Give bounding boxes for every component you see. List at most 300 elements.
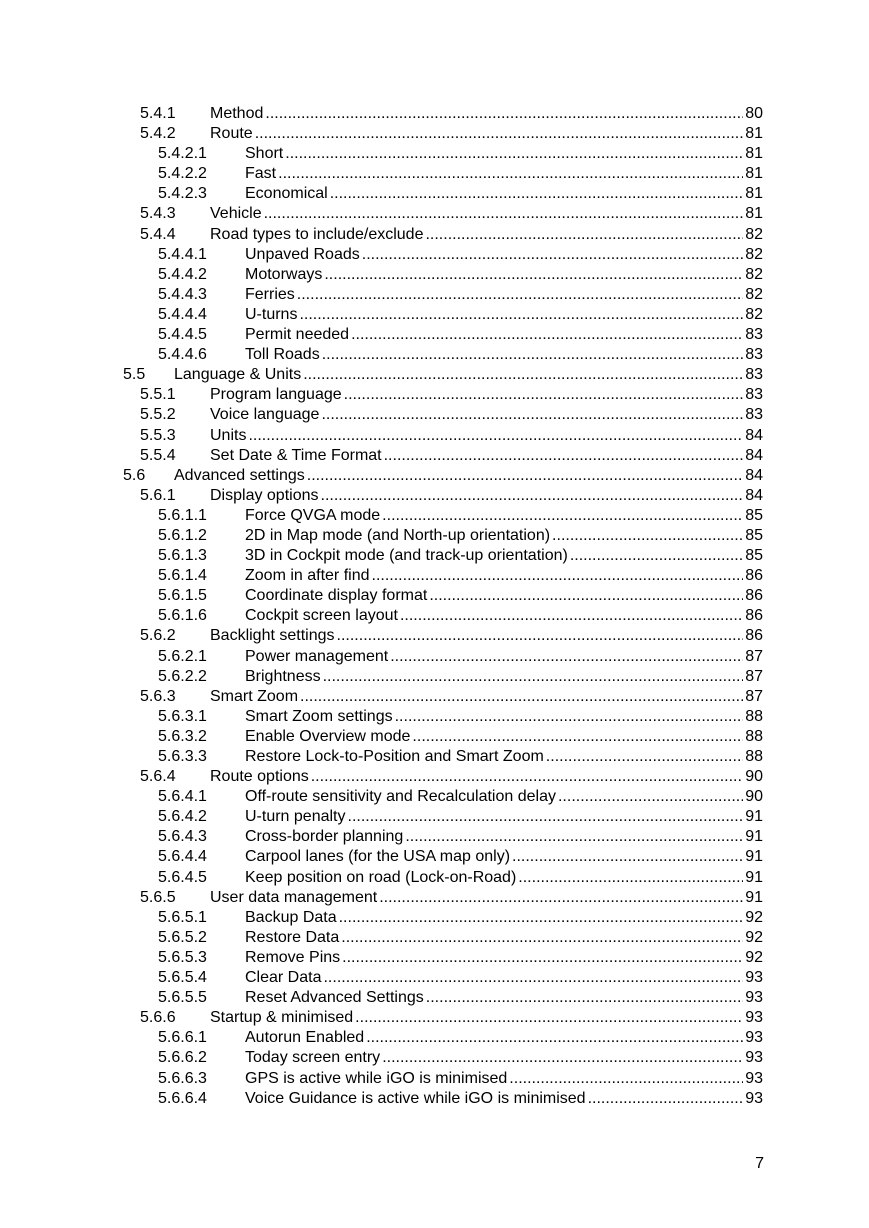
toc-entry-title[interactable]: Autorun Enabled xyxy=(245,1029,365,1047)
toc-entry-page[interactable]: 80 xyxy=(745,105,763,122)
dot-leader xyxy=(558,787,743,807)
toc-entry-line xyxy=(245,305,763,325)
toc-entry-number: 5.4.4.3 xyxy=(158,285,207,303)
toc-entry-page[interactable]: 82 xyxy=(745,245,763,263)
toc-entry-number: 5.4.2.2 xyxy=(158,165,207,183)
toc-entry-title[interactable]: Keep position on road (Lock-on-Road) xyxy=(245,868,517,886)
toc-entry-line xyxy=(210,626,763,646)
toc-entry-number: 5.4.2.1 xyxy=(158,145,207,163)
toc-entry[interactable] xyxy=(0,325,869,345)
dot-leader xyxy=(588,1089,744,1109)
toc-entry[interactable] xyxy=(0,546,869,566)
toc-entry-title[interactable]: Unpaved Roads xyxy=(245,245,360,263)
toc-entry-number: 5.4.4.5 xyxy=(158,326,207,344)
toc-entry-page[interactable]: 91 xyxy=(745,828,763,846)
toc-entry-title[interactable]: Route xyxy=(210,125,253,143)
toc-entry[interactable] xyxy=(0,285,869,305)
toc-entry[interactable] xyxy=(0,928,869,948)
toc-entry-page[interactable]: 88 xyxy=(745,727,763,745)
toc-entry-line xyxy=(245,245,763,265)
dot-leader xyxy=(255,124,744,144)
toc-entry-title[interactable]: Brightness xyxy=(245,667,321,685)
toc-entry-title[interactable]: Program language xyxy=(210,386,342,404)
toc-entry-page[interactable]: 93 xyxy=(745,1089,763,1107)
toc-entry-page[interactable]: 90 xyxy=(745,768,763,786)
toc-entry-title[interactable]: Carpool lanes (for the USA map only) xyxy=(245,848,511,866)
toc-entry-page[interactable]: 87 xyxy=(745,647,763,665)
toc-entry-page[interactable]: 90 xyxy=(745,788,763,806)
toc-entry-line xyxy=(245,827,763,847)
toc-entry[interactable] xyxy=(0,446,869,466)
dot-leader xyxy=(379,888,743,908)
toc-entry-title[interactable]: Reset Advanced Settings xyxy=(245,989,424,1007)
toc-entry-page[interactable]: 91 xyxy=(745,888,763,906)
toc-entry-page[interactable]: 82 xyxy=(745,225,763,243)
toc-entry-title[interactable]: Startup & minimised xyxy=(210,1009,354,1027)
toc-entry-title[interactable]: Force QVGA mode xyxy=(245,506,381,524)
toc-entry-title[interactable]: Display options xyxy=(210,486,319,504)
toc-entry-page[interactable]: 83 xyxy=(745,346,763,364)
toc-entry[interactable] xyxy=(0,486,869,506)
dot-leader xyxy=(324,265,743,285)
toc-entry-number: 5.4.4.2 xyxy=(158,265,207,283)
toc-entry[interactable] xyxy=(0,225,869,245)
dot-leader xyxy=(300,687,743,707)
toc-entry[interactable] xyxy=(0,1008,869,1028)
toc-entry-line xyxy=(245,747,763,767)
toc-entry-number: 5.5.4 xyxy=(140,446,176,464)
dot-leader xyxy=(339,908,744,928)
toc-entry-title[interactable]: Off-route sensitivity and Recalculation delay xyxy=(245,788,556,806)
toc-entry[interactable] xyxy=(0,747,869,767)
toc-entry-number: 5.6.1 xyxy=(140,486,176,504)
toc-entry-line xyxy=(210,225,763,245)
toc-entry[interactable] xyxy=(0,727,869,747)
toc-entry-number: 5.5 xyxy=(123,366,146,384)
dot-leader xyxy=(341,928,743,948)
toc-entry-page[interactable]: 81 xyxy=(745,145,763,163)
toc-entry-line xyxy=(245,1089,763,1109)
toc-entry-page[interactable]: 91 xyxy=(745,808,763,826)
toc-entry-line xyxy=(245,908,763,928)
toc-entry[interactable] xyxy=(0,988,869,1008)
dot-leader xyxy=(412,727,743,747)
toc-entry-page[interactable]: 92 xyxy=(745,908,763,926)
toc-entry-page[interactable]: 85 xyxy=(745,506,763,524)
toc-entry-page[interactable]: 85 xyxy=(745,526,763,544)
toc-entry-number: 5.6.5.2 xyxy=(158,928,207,946)
toc-entry[interactable] xyxy=(0,405,869,425)
dot-leader xyxy=(355,1008,743,1028)
toc-entry-title[interactable]: Economical xyxy=(245,185,328,203)
toc-entry-line xyxy=(245,566,763,586)
dot-leader xyxy=(278,164,743,184)
toc-entry[interactable] xyxy=(0,1069,869,1089)
toc-entry-page[interactable]: 91 xyxy=(745,868,763,886)
dot-leader xyxy=(321,486,744,506)
toc-entry-number: 5.6.3.3 xyxy=(158,748,207,765)
toc-entry-title[interactable]: U-turn penalty xyxy=(245,808,346,826)
toc-entry-title[interactable]: U-turns xyxy=(245,305,298,323)
dot-leader xyxy=(265,104,743,124)
toc-entry-title[interactable]: Remove Pins xyxy=(245,948,341,966)
toc-entry-number: 5.5.3 xyxy=(140,426,176,444)
dot-leader xyxy=(322,345,744,365)
dot-leader xyxy=(512,847,743,867)
toc-entry-page[interactable]: 93 xyxy=(745,1009,763,1027)
toc-entry[interactable] xyxy=(0,466,869,486)
dot-leader xyxy=(426,988,743,1008)
toc-entry-title[interactable]: 2D in Map mode (and North-up orientation) xyxy=(245,526,551,544)
dot-leader xyxy=(323,968,743,988)
toc-entry-number: 5.6.6.1 xyxy=(158,1029,207,1047)
toc-entry-title[interactable]: Road types to include/exclude xyxy=(210,225,424,243)
toc-entry-line xyxy=(245,807,763,827)
toc-entry[interactable] xyxy=(0,164,869,184)
toc-entry-number: 5.6.1.1 xyxy=(158,506,207,524)
toc-entry-number: 5.6.3.1 xyxy=(158,707,207,725)
toc-entry-page[interactable]: 83 xyxy=(745,366,763,384)
toc-entry-page[interactable]: 81 xyxy=(745,185,763,203)
toc-entry[interactable] xyxy=(0,1028,869,1048)
toc-entry[interactable] xyxy=(0,305,869,325)
toc-entry-title[interactable]: Voice Guidance is active while iGO is minimised xyxy=(245,1089,586,1107)
dot-leader xyxy=(351,325,743,345)
toc-entry-title[interactable]: Cross-border planning xyxy=(245,828,404,846)
toc-entry-page[interactable]: 92 xyxy=(745,948,763,966)
toc-entry-line xyxy=(245,526,763,546)
toc-entry-page[interactable]: 87 xyxy=(745,667,763,685)
toc-entry[interactable] xyxy=(0,426,869,446)
toc-entry[interactable] xyxy=(0,1048,869,1068)
dot-leader xyxy=(546,747,743,767)
toc-entry-page[interactable]: 83 xyxy=(745,326,763,344)
dot-leader xyxy=(390,647,743,667)
toc-entry-number: 5.6.1.2 xyxy=(158,526,207,544)
dot-leader xyxy=(337,626,744,646)
toc-entry[interactable] xyxy=(0,787,869,807)
toc-entry-line xyxy=(245,948,763,968)
toc-entry[interactable] xyxy=(0,526,869,546)
toc-entry-title[interactable]: Fast xyxy=(245,165,277,183)
toc-entry-page[interactable]: 92 xyxy=(745,928,763,946)
dot-leader xyxy=(366,1028,743,1048)
toc-entry-number: 5.4.4 xyxy=(140,225,176,243)
toc-entry[interactable] xyxy=(0,104,869,124)
dot-leader xyxy=(264,204,744,224)
toc-entry[interactable] xyxy=(0,868,869,888)
toc-entry-number: 5.6.2 xyxy=(140,627,176,645)
toc-entry-line xyxy=(210,124,763,144)
toc-entry[interactable] xyxy=(0,847,869,867)
dot-leader xyxy=(323,667,744,687)
toc-entry-line xyxy=(245,988,763,1008)
toc-entry-line xyxy=(245,707,763,727)
dot-leader xyxy=(518,868,743,888)
toc-entry-page[interactable]: 86 xyxy=(745,587,763,605)
toc-entry[interactable] xyxy=(0,968,869,988)
dot-leader xyxy=(330,184,744,204)
toc-entry-title[interactable]: Zoom in after find xyxy=(245,567,370,585)
toc-entry-line xyxy=(245,325,763,345)
toc-entry-page[interactable]: 82 xyxy=(745,285,763,303)
dot-leader xyxy=(297,285,743,305)
toc-entry-number: 5.6.4 xyxy=(140,768,176,786)
toc-entry[interactable] xyxy=(0,908,869,928)
toc-entry-title[interactable]: Enable Overview mode xyxy=(245,727,411,745)
toc-entry[interactable] xyxy=(0,888,869,908)
toc-entry-number: 5.6.6.3 xyxy=(158,1069,207,1087)
table-of-contents xyxy=(0,104,869,1109)
toc-entry[interactable] xyxy=(0,626,869,646)
toc-entry-title[interactable]: Motorways xyxy=(245,265,323,283)
toc-entry[interactable] xyxy=(0,586,869,606)
toc-entry-line xyxy=(245,787,763,807)
dot-leader xyxy=(307,466,743,486)
toc-entry-line xyxy=(210,687,763,707)
toc-entry-line xyxy=(245,847,763,867)
toc-entry[interactable] xyxy=(0,807,869,827)
toc-entry-title[interactable]: Smart Zoom xyxy=(210,687,299,705)
toc-entry-number: 5.6.5.4 xyxy=(158,969,207,987)
dot-leader xyxy=(552,526,743,546)
toc-entry[interactable] xyxy=(0,345,869,365)
toc-entry-page[interactable]: 86 xyxy=(745,567,763,585)
toc-entry-line xyxy=(245,144,763,164)
toc-entry-number: 5.6.1.6 xyxy=(158,607,207,625)
dot-leader xyxy=(321,405,743,425)
toc-entry-page[interactable]: 84 xyxy=(745,446,763,464)
toc-entry-number: 5.6.1.3 xyxy=(158,547,207,565)
toc-entry-title[interactable]: GPS is active while iGO is minimised xyxy=(245,1069,508,1087)
toc-entry-page[interactable]: 93 xyxy=(745,1029,763,1047)
toc-entry-page[interactable]: 84 xyxy=(745,466,763,484)
toc-entry-page[interactable]: 81 xyxy=(745,205,763,223)
toc-entry-line xyxy=(210,1008,763,1028)
dot-leader xyxy=(285,144,743,164)
toc-entry-title[interactable]: Voice language xyxy=(210,406,320,424)
toc-entry-number: 5.6.1.5 xyxy=(158,587,207,605)
toc-entry-page[interactable]: 85 xyxy=(745,547,763,565)
toc-entry-page[interactable]: 83 xyxy=(745,406,763,424)
dot-leader xyxy=(342,948,743,968)
toc-entry-page[interactable]: 88 xyxy=(745,748,763,765)
toc-entry-line xyxy=(174,365,763,385)
toc-entry-page[interactable]: 93 xyxy=(745,969,763,987)
toc-entry[interactable] xyxy=(0,566,869,586)
toc-entry-line xyxy=(245,184,763,204)
toc-entry-title[interactable]: Cockpit screen layout xyxy=(245,607,398,625)
toc-entry-line xyxy=(210,426,763,446)
dot-leader xyxy=(395,707,744,727)
toc-entry-page[interactable]: 81 xyxy=(745,165,763,183)
toc-entry-line xyxy=(245,164,763,184)
toc-entry[interactable] xyxy=(0,606,869,626)
toc-entry-title[interactable]: Backup Data xyxy=(245,908,337,926)
toc-entry[interactable] xyxy=(0,506,869,526)
toc-entry-title[interactable]: Power management xyxy=(245,647,389,665)
toc-entry-number: 5.4.3 xyxy=(140,205,176,223)
toc-entry-title[interactable]: 3D in Cockpit mode (and track-up orientation) xyxy=(245,547,568,565)
toc-entry-number: 5.4.4.6 xyxy=(158,346,207,364)
toc-entry[interactable] xyxy=(0,687,869,707)
dot-leader xyxy=(570,546,743,566)
toc-entry-line xyxy=(210,385,763,405)
toc-entry-title[interactable]: Language & Units xyxy=(174,366,302,384)
toc-entry-title[interactable]: Route options xyxy=(210,768,309,786)
toc-entry-number: 5.6.3 xyxy=(140,687,176,705)
toc-entry-number: 5.6.4.1 xyxy=(158,788,207,806)
toc-entry-page[interactable]: 82 xyxy=(745,305,763,323)
toc-entry-title[interactable]: Backlight settings xyxy=(210,627,335,645)
toc-entry[interactable] xyxy=(0,124,869,144)
toc-entry-line xyxy=(245,265,763,285)
toc-entry[interactable] xyxy=(0,365,869,385)
toc-entry-line xyxy=(210,446,763,466)
page-number: 7 xyxy=(755,1155,764,1172)
dot-leader xyxy=(311,767,743,787)
toc-entry-title[interactable]: Clear Data xyxy=(245,969,322,987)
toc-entry-title[interactable]: Toll Roads xyxy=(245,346,320,364)
toc-entry-title[interactable]: Short xyxy=(245,145,284,163)
toc-entry[interactable] xyxy=(0,647,869,667)
toc-entry[interactable] xyxy=(0,767,869,787)
toc-entry-page[interactable]: 87 xyxy=(745,687,763,705)
toc-entry-number: 5.6.4.5 xyxy=(158,868,207,886)
toc-entry-number: 5.6.4.3 xyxy=(158,828,207,846)
toc-entry-title[interactable]: Units xyxy=(210,426,247,444)
toc-entry-page[interactable]: 86 xyxy=(745,627,763,645)
toc-entry-page[interactable]: 82 xyxy=(745,265,763,283)
dot-leader xyxy=(405,827,743,847)
toc-entry-number: 5.6.6.2 xyxy=(158,1049,207,1067)
toc-entry-number: 5.6.3.2 xyxy=(158,727,207,745)
toc-entry-line xyxy=(245,606,763,626)
toc-entry-number: 5.6.1.4 xyxy=(158,567,207,585)
toc-entry-title[interactable]: Permit needed xyxy=(245,326,350,344)
dot-leader xyxy=(372,566,744,586)
toc-entry-line xyxy=(245,586,763,606)
dot-leader xyxy=(362,245,743,265)
dot-leader xyxy=(509,1069,743,1089)
toc-entry-number: 5.4.2.3 xyxy=(158,185,207,203)
toc-entry-line xyxy=(245,506,763,526)
toc-entry-page[interactable]: 93 xyxy=(745,1069,763,1087)
dot-leader xyxy=(425,225,743,245)
toc-entry-line xyxy=(210,405,763,425)
dot-leader xyxy=(248,426,743,446)
toc-entry[interactable] xyxy=(0,265,869,285)
toc-entry-line xyxy=(245,285,763,305)
toc-entry-line xyxy=(245,868,763,888)
toc-entry-number: 5.6.6 xyxy=(140,1009,176,1027)
toc-entry-number: 5.6.5.1 xyxy=(158,908,207,926)
dot-leader xyxy=(382,506,743,526)
toc-entry-line xyxy=(245,1048,763,1068)
toc-entry[interactable] xyxy=(0,667,869,687)
toc-entry-line xyxy=(210,486,763,506)
toc-entry-line xyxy=(174,466,763,486)
toc-entry-line xyxy=(245,546,763,566)
toc-entry-line xyxy=(245,727,763,747)
toc-entry-line xyxy=(245,928,763,948)
toc-entry-number: 5.4.1 xyxy=(140,105,176,122)
dot-leader xyxy=(348,807,744,827)
toc-entry-number: 5.4.4.1 xyxy=(158,245,207,263)
toc-entry-number: 5.6.2.1 xyxy=(158,647,207,665)
toc-entry-line xyxy=(245,968,763,988)
toc-entry[interactable] xyxy=(0,1089,869,1109)
toc-entry-title[interactable]: Restore Data xyxy=(245,928,340,946)
toc-entry-title[interactable]: Restore Lock-to-Position and Smart Zoom xyxy=(245,748,544,765)
toc-entry-title[interactable]: Ferries xyxy=(245,285,295,303)
toc-entry-title[interactable]: Smart Zoom settings xyxy=(245,707,393,725)
toc-entry-page[interactable]: 83 xyxy=(745,386,763,404)
toc-entry-number: 5.6.5.3 xyxy=(158,948,207,966)
toc-entry-line xyxy=(210,888,763,908)
toc-entry-number: 5.6.4.4 xyxy=(158,848,207,866)
dot-leader xyxy=(344,385,744,405)
dot-leader xyxy=(299,305,743,325)
toc-entry-number: 5.4.2 xyxy=(140,125,176,143)
toc-entry-number: 5.5.1 xyxy=(140,386,176,404)
toc-entry-line xyxy=(210,767,763,787)
dot-leader xyxy=(382,1048,743,1068)
toc-entry-number: 5.6 xyxy=(123,466,146,484)
toc-entry-line xyxy=(245,1028,763,1048)
toc-entry-line xyxy=(245,345,763,365)
toc-entry-title[interactable]: Advanced settings xyxy=(174,466,305,484)
toc-entry-line xyxy=(210,204,763,224)
toc-entry[interactable] xyxy=(0,385,869,405)
toc-entry-page[interactable]: 93 xyxy=(745,1049,763,1067)
toc-entry-number: 5.6.6.4 xyxy=(158,1089,207,1107)
dot-leader xyxy=(429,586,743,606)
toc-entry-page[interactable]: 84 xyxy=(745,486,763,504)
toc-entry-line xyxy=(210,104,763,124)
toc-entry[interactable] xyxy=(0,827,869,847)
toc-entry[interactable] xyxy=(0,707,869,727)
toc-entry-number: 5.6.2.2 xyxy=(158,667,207,685)
toc-entry-line xyxy=(245,1069,763,1089)
toc-entry-page[interactable]: 93 xyxy=(745,989,763,1007)
toc-entry-title[interactable]: Vehicle xyxy=(210,205,262,223)
toc-entry-number: 5.6.5 xyxy=(140,888,176,906)
toc-entry[interactable] xyxy=(0,948,869,968)
toc-entry-page[interactable]: 86 xyxy=(745,607,763,625)
toc-entry[interactable] xyxy=(0,184,869,204)
dot-leader xyxy=(384,446,744,466)
toc-entry-title[interactable]: User data management xyxy=(210,888,378,906)
toc-entry-title[interactable]: Method xyxy=(210,105,264,122)
toc-entry-line xyxy=(245,667,763,687)
toc-entry[interactable] xyxy=(0,245,869,265)
toc-entry-title[interactable]: Coordinate display format xyxy=(245,587,428,605)
toc-entry-page[interactable]: 88 xyxy=(745,707,763,725)
toc-entry-line xyxy=(245,647,763,667)
toc-entry-title[interactable]: Set Date & Time Format xyxy=(210,446,382,464)
toc-entry[interactable] xyxy=(0,144,869,164)
toc-entry-title[interactable]: Today screen entry xyxy=(245,1049,381,1067)
toc-entry[interactable] xyxy=(0,204,869,224)
toc-entry-number: 5.6.5.5 xyxy=(158,989,207,1007)
toc-entry-number: 5.6.4.2 xyxy=(158,808,207,826)
toc-entry-page[interactable]: 91 xyxy=(745,848,763,866)
toc-entry-page[interactable]: 81 xyxy=(745,125,763,143)
dot-leader xyxy=(400,606,743,626)
toc-entry-page[interactable]: 84 xyxy=(745,426,763,444)
toc-entry-number: 5.4.4.4 xyxy=(158,305,207,323)
